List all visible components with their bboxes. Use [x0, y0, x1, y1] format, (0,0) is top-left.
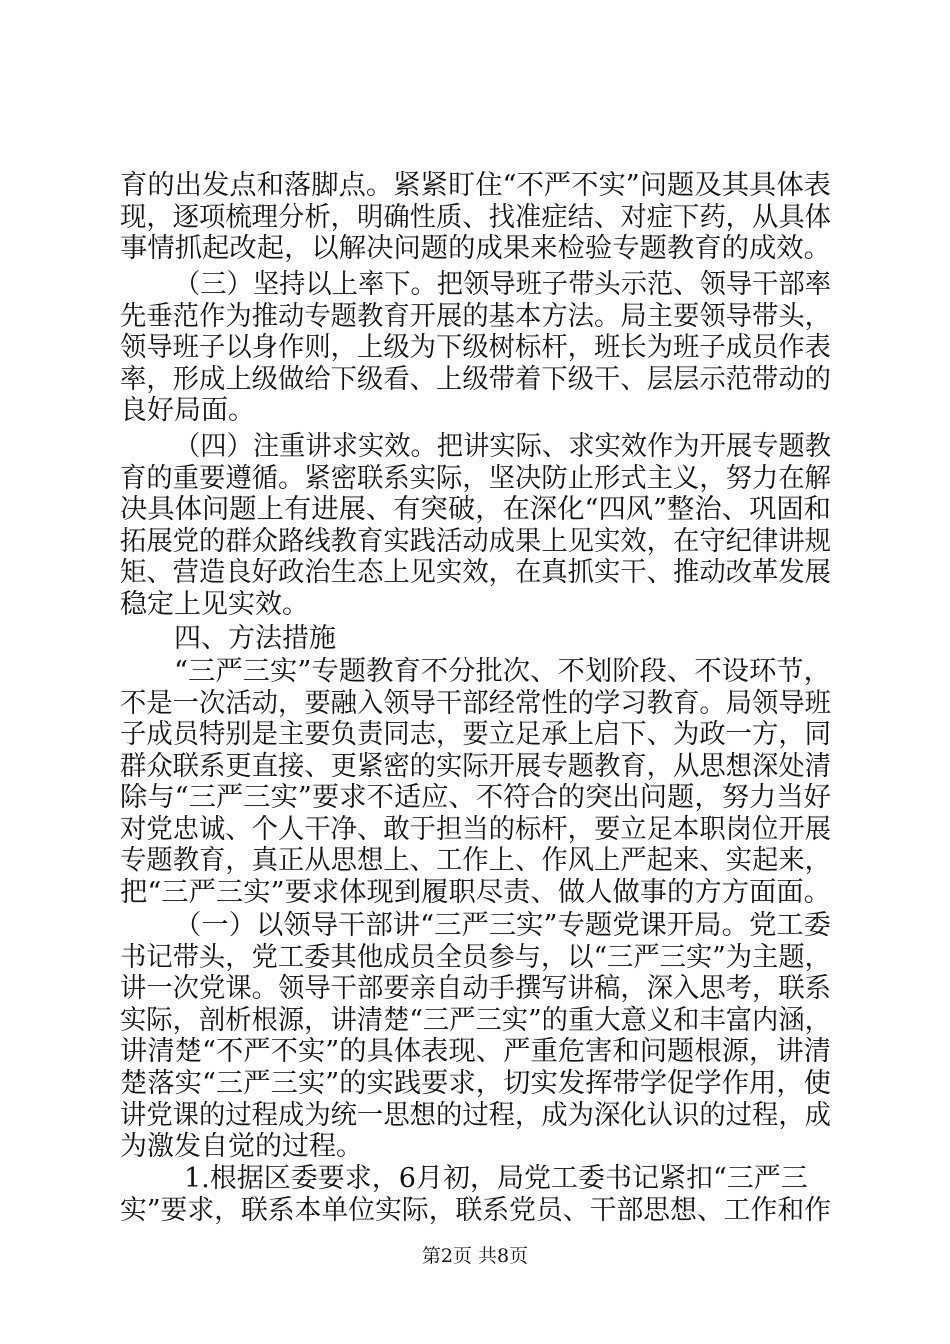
text-line: 实”要求，联系本单位实际，联系党员、干部思想、工作和作 — [120, 1195, 831, 1226]
text-line: 不是一次活动，要融入领导干部经常性的学习教育。局领导班 — [120, 687, 831, 719]
text-line: 专题教育，真正从思想上、工作上、作风上严起来、实起来， — [120, 845, 831, 877]
section-heading: 四、方法措施 — [174, 622, 336, 654]
text-line: 稳定上见实效。 — [120, 588, 309, 620]
text-line: 对党忠诚、个人干净、敢于担当的标杆，要立足本职岗位开展 — [120, 813, 831, 845]
text-line: 为激发自觉的过程。 — [120, 1131, 363, 1163]
text-line: 把“三严三实”要求体现到履职尽责、做人做事的方方面面。 — [120, 876, 832, 908]
text-line: 书记带头，党工委其他成员全员参与，以“三严三实”为主题， — [120, 941, 831, 973]
text-line: 拓展党的群众路线教育实践活动成果上见实效，在守纪律讲规 — [120, 525, 831, 557]
text-line: 领导班子以身作则，上级为下级树标杆，班长为班子成员作表 — [120, 332, 831, 364]
text-line: 事情抓起改起，以解决问题的成果来检验专题教育的成效。 — [120, 233, 831, 265]
text-line: 楚落实“三严三实”的实践要求，切实发挥带学促学作用，使 — [120, 1067, 832, 1099]
text-line: 良好局面。 — [120, 395, 255, 427]
text-line: “三严三实”专题教育不分批次、不划阶段、不设环节， — [174, 656, 831, 688]
text-line: 群众联系更直接、更紧密的实际开展专题教育，从思想深处清 — [120, 750, 831, 782]
text-line: （一）以领导干部讲“三严三实”专题党课开局。党工委 — [174, 910, 831, 942]
text-line: 实际，剖析根源，讲清楚“三严三实”的重大意义和丰富内涵， — [120, 1004, 831, 1036]
text-line: 矩、营造良好政治生态上见实效，在真抓实干、推动改革发展 — [120, 557, 831, 589]
text-line: 率，形成上级做给下级看、上级带着下级干、层层示范带动的 — [120, 363, 831, 395]
text-line: 子成员特别是主要负责同志，要立足承上启下、为政一方，同 — [120, 719, 831, 751]
text-line: 先垂范作为推动专题教育开展的基本方法。局主要领导带头， — [120, 300, 831, 332]
page-number-footer: 第2页 共8页 — [421, 1245, 529, 1267]
text-line: 育的出发点和落脚点。紧紧盯住“不严不实”问题及其具体表 — [120, 170, 832, 201]
text-line: 决具体问题上有进展、有突破，在深化“四风”整治、巩固和 — [120, 494, 832, 526]
text-line: 育的重要遵循。紧密联系实际，坚决防止形式主义，努力在解 — [120, 462, 831, 494]
text-line: 讲清楚“不严不实”的具体表现、严重危害和问题根源，讲清 — [120, 1036, 832, 1068]
text-line: 1.根据区委要求，6月初，局党工委书记紧扣“三严三 — [184, 1163, 808, 1195]
text-line: 除与“三严三实”要求不适应、不符合的突出问题，努力当好 — [120, 782, 832, 814]
text-line: （四）注重讲求实效。把讲实际、求实效作为开展专题教 — [174, 431, 831, 463]
text-line: 现，逐项梳理分析，明确性质、找准症结、对症下药，从具体 — [120, 201, 831, 233]
text-line: 讲党课的过程成为统一思想的过程，成为深化认识的过程，成 — [120, 1099, 831, 1131]
text-line: 讲一次党课。领导干部要亲自动手撰写讲稿，深入思考，联系 — [120, 973, 831, 1005]
text-line: （三）坚持以上率下。把领导班子带头示范、领导干部率 — [174, 268, 831, 300]
